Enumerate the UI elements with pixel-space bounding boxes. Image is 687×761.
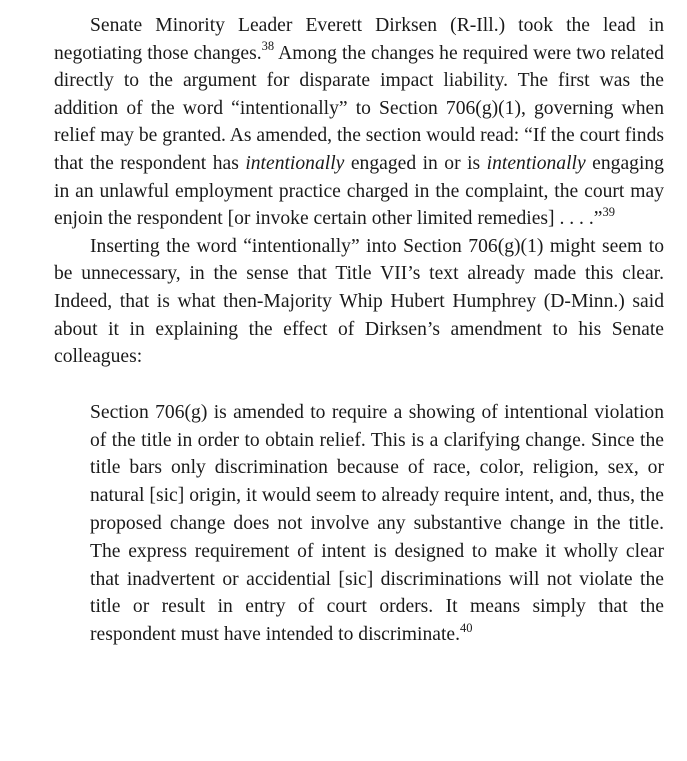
paragraph-humphrey [54, 233, 664, 371]
paragraph-text: Among the changes he required were two related directly to the argument for disparate impact liability. The first was the addition of the word “intentionally” to Section 706(g)(1), governing when relief may be granted. As amended, the section would read: “If the court finds that the respondent has [54, 42, 664, 174]
block-quote-humphrey [90, 399, 664, 649]
footnote-ref-38[interactable]: 38 [261, 39, 275, 54]
quote-text: Section 706(g) is amended to require a showing of intentional violation of the title in order to obtain relief. This is a clarifying change. Since the title bars only discrimination because of race, color, religion, sex, or natural [sic] origin, it would seem to already require intent, and, thus, the proposed change does not involve any substantive change in the title. The express requirement of intent is designed to make it wholly clear that inadvertent or accidential [sic] discriminations will not violate the title or result in entry of court orders. It means simply that the respondent must have intended to discriminate. [90, 401, 664, 646]
italic-intentionally: intentionally [245, 152, 345, 174]
paragraph-text: Senate Minority Leader Everett Dirksen (R-Ill.) took the lead in negotiating those changes. [54, 15, 664, 64]
paragraph-dirksen-changes [54, 12, 664, 233]
italic-intentionally: intentionally [486, 152, 586, 174]
paragraph-text: engaging in an unlawful employment practice charged in the complaint, the court may enjoin the respondent [or invoke certain other limited remedies] . . . .” [54, 152, 664, 230]
footnote-ref-40[interactable]: 40 [460, 620, 473, 635]
paragraph-text: Inserting the word “intentionally” into Section 706(g)(1) might seem to be unnecessary, in the sense that Title VII’s text already made this clear. Indeed, that is what then-Majority Whip Hubert Humphrey (D-Minn.) said about it in explaining the effect of Dirksen’s amendment to his Senate colleagues: [54, 235, 664, 368]
paragraph-text: engaged in or is [344, 152, 487, 174]
document-page [54, 12, 664, 649]
footnote-ref-39[interactable]: 39 [602, 204, 615, 219]
